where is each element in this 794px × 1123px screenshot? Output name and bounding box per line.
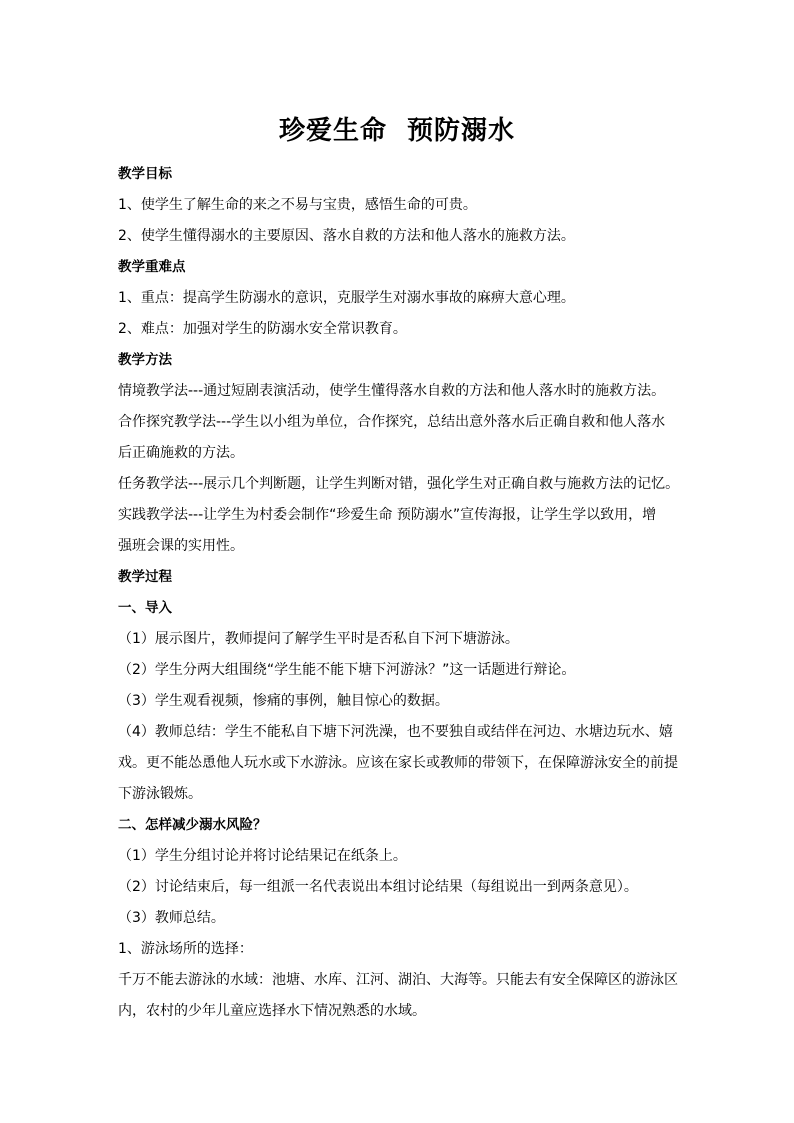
paragraph-line: （2）学生分两大组围绕“学生能不能下塘下河游泳？”这一话题进行辩论。 — [118, 662, 576, 678]
section-heading: 教学过程 — [118, 569, 172, 585]
paragraph-line: 后正确施救的方法。 — [118, 445, 244, 461]
paragraph-line: （3）学生观看视频，惨痛的事例，触目惊心的数据。 — [118, 693, 449, 709]
paragraph-line: 下游泳锻炼。 — [118, 786, 202, 802]
section-heading: 一、导入 — [118, 600, 172, 616]
paragraph-line: 千万不能去游泳的水域：池塘、水库、江河、湖泊、大海等。只能去有安全保障区的游泳区 — [118, 972, 678, 988]
paragraph-line: 2、使学生懂得溺水的主要原因、落水自救的方法和他人落水的施救方法。 — [118, 228, 575, 244]
paragraph-line: （2）讨论结束后，每一组派一名代表说出本组讨论结果（每组说出一到两条意见）。 — [118, 879, 638, 895]
document-title: 珍爱生命 预防溺水 — [278, 116, 516, 146]
paragraph-line: 1、游泳场所的选择： — [118, 941, 253, 957]
paragraph-line: 2、难点：加强对学生的防溺水安全常识教育。 — [118, 321, 407, 337]
paragraph-line: 1、使学生了解生命的来之不易与宝贵，感悟生命的可贵。 — [118, 197, 477, 213]
paragraph-line: （1）学生分组讨论并将讨论结果记在纸条上。 — [118, 848, 407, 864]
paragraph-line: 情境教学法---通过短剧表演活动，使学生懂得落水自救的方法和他人落水时的施救方法。 — [118, 383, 666, 399]
section-heading: 教学方法 — [118, 352, 172, 368]
section-heading: 教学重难点 — [118, 259, 186, 275]
document-body — [118, 159, 678, 1027]
paragraph-line: （1）展示图片，教师提问了解学生平时是否私自下河下塘游泳。 — [118, 631, 519, 647]
paragraph-line: 1、重点：提高学生防溺水的意识，克服学生对溺水事故的麻痹大意心理。 — [118, 290, 575, 306]
paragraph-line: 任务教学法---展示几个判断题，让学生判断对错，强化学生对正确自救与施救方法的记忆。 — [118, 476, 680, 492]
paragraph-line: 实践教学法---让学生为村委会制作“珍爱生命 预防溺水”宣传海报，让学生学以致用，增 — [118, 507, 657, 523]
paragraph-line: 合作探究教学法---学生以小组为单位，合作探究，总结出意外落水后正确自救和他人落水 — [118, 414, 666, 430]
section-heading: 教学目标 — [118, 166, 172, 182]
paragraph-line: （4）教师总结：学生不能私自下塘下河洗澡，也不要独自或结伴在河边、水塘边玩水、嬉 — [118, 724, 673, 740]
paragraph-line: 内，农村的少年儿童应选择水下情况熟悉的水域。 — [118, 1003, 426, 1019]
paragraph-line: 强班会课的实用性。 — [118, 538, 244, 554]
paragraph-line: 戏。更不能怂恿他人玩水或下水游泳。应该在家长或教师的带领下，在保障游泳安全的前提 — [118, 755, 678, 771]
section-heading: 二、怎样减少溺水风险？ — [118, 817, 267, 833]
paragraph-line: （3）教师总结。 — [118, 910, 225, 926]
